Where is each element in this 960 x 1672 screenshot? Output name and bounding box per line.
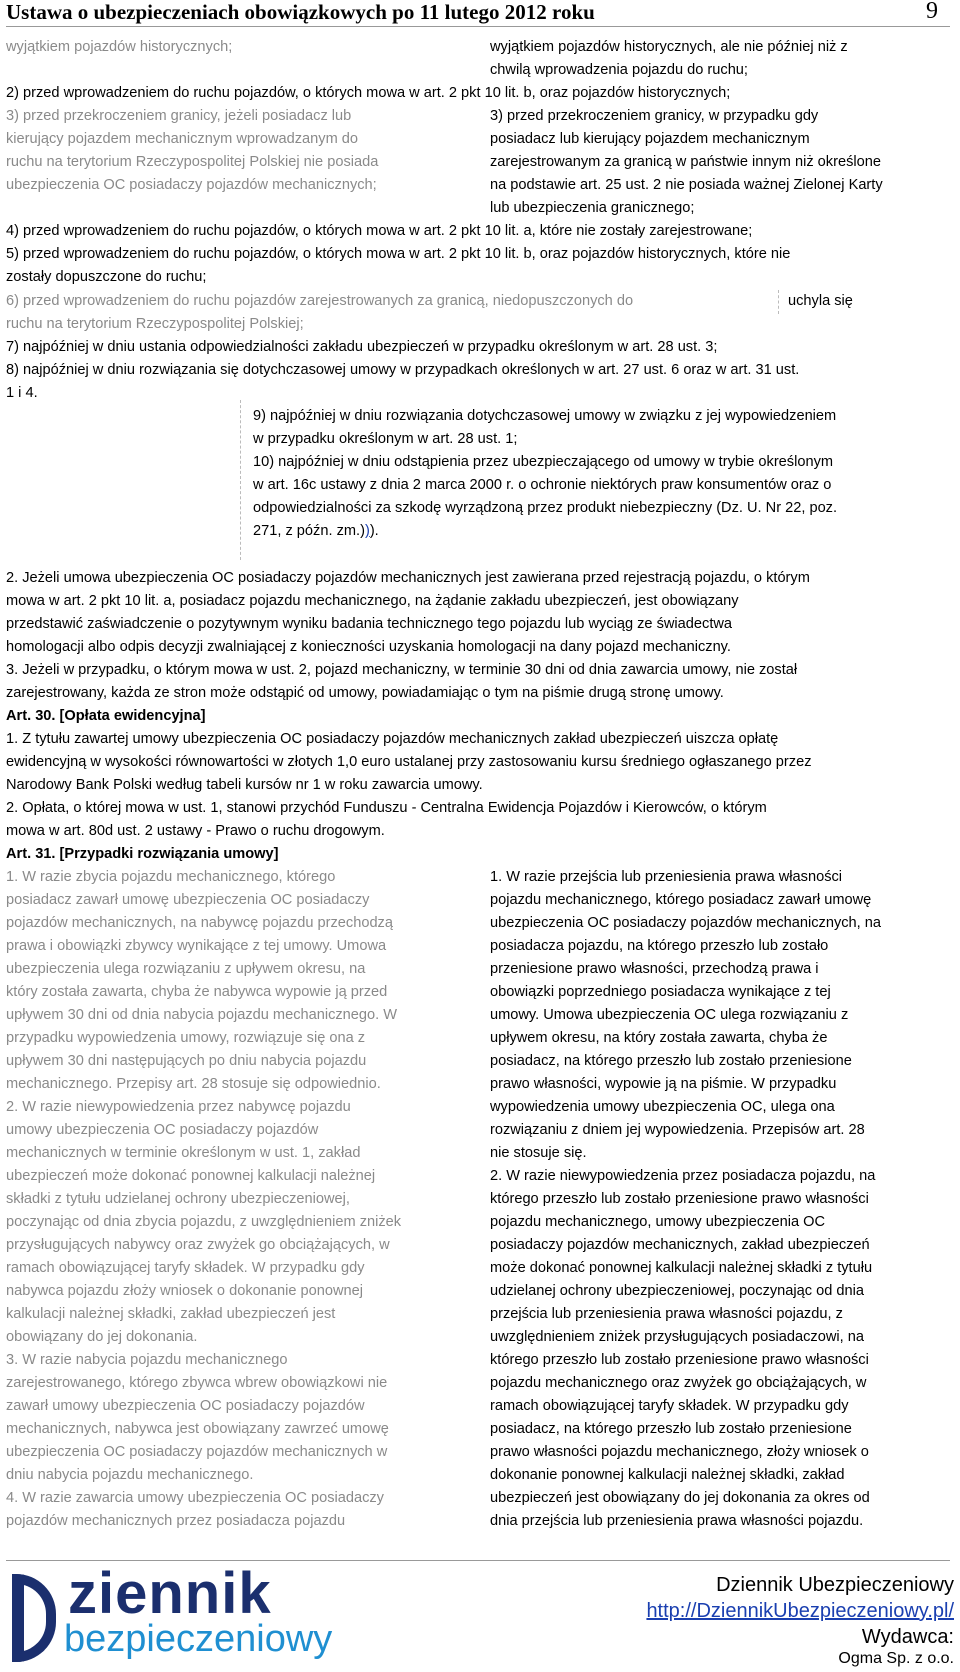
new-text-line: przeniesione prawo własności, przechodzą prawa i (490, 961, 819, 977)
old-text-line: ubezpieczenia OC posiadaczy pojazdów mechanicznych w (6, 1444, 388, 1460)
change-marker (778, 290, 779, 314)
paragraph-line: przedstawić zaświadczenie o pozytywnym wyniku badania technicznego tego pojazdu lub wyciąg ze świadectwa (6, 616, 733, 632)
item-5-line: zostały dopuszczone do ruchu; (6, 269, 207, 285)
logo-wordmark-bottom: bezpieczeniowy (64, 1618, 333, 1660)
item-6-line: 6) przed wprowadzeniem do ruchu pojazdów zarejestrowanych za granicą, niedopuszczonych do (6, 293, 634, 309)
old-text-line: przypadku wypowiedzenia umowy, rozwiązuje się ona z (6, 1030, 366, 1046)
item-5-line: 5) przed wprowadzeniem do ruchu pojazdów, o których mowa w art. 2 pkt 10 lit. b, oraz pojazdów historycznych, które nie (6, 246, 791, 262)
paragraph-line: 1. Z tytułu zawartej umowy ubezpieczenia OC posiadaczy pojazdów mechanicznych zakład ubezpieczeń uiszcza opłatę (6, 731, 779, 747)
old-text-line: pojazdów mechanicznych, na nabywcę pojazdu przechodzą (6, 915, 393, 931)
old-text-line: upływem 30 dni od dnia nabycia pojazdu mechanicznego. W (6, 1007, 398, 1023)
item-9-10-line: 10) najpóźniej w dniu odstąpienia przez ubezpieczającego od umowy w trybie określonym (253, 454, 834, 470)
right-item-3-line: 3) przed przekroczeniem granicy, w przypadku gdy (490, 108, 819, 124)
old-text-line: mechanicznych, nabywca jest obowiązany zawrzeć umowę (6, 1421, 389, 1437)
new-text-line: prawo własności pojazdu mechanicznego, złoży wniosek o (490, 1444, 869, 1460)
old-text-line: nabywca pojazdu złoży wniosek o dokonanie ponownej (6, 1283, 363, 1299)
old-text-line: 4. W razie zawarcia umowy ubezpieczenia OC posiadaczy (6, 1490, 384, 1506)
item-7: 7) najpóźniej w dniu ustania odpowiedzialności zakładu ubezpieczeń w przypadku określonym w art. 28 ust. 3; (6, 339, 718, 355)
paragraph-line: 2. Jeżeli umowa ubezpieczenia OC posiadaczy pojazdów mechanicznych jest zawierana przed rejestracją pojazdu, o którym (6, 570, 810, 586)
right-item-3-line: na podstawie art. 25 ust. 2 nie posiada ważnej Zielonej Karty (490, 177, 883, 193)
page-number: 9 (926, 0, 938, 24)
footer-publication-name: Dziennik Ubezpieczeniowy (716, 1574, 954, 1596)
new-text-line: posiadaczy pojazdów mechanicznych, zakład ubezpieczeń (490, 1237, 870, 1253)
left-item-3-line: 3) przed przekroczeniem granicy, jeżeli posiadacz lub (6, 108, 352, 124)
paragraph-line: 3. Jeżeli w przypadku, o którym mowa w ust. 2, pojazd mechaniczny, w terminie 30 dni od dnia zawarcia umowy, nie został (6, 662, 798, 678)
change-marker (240, 400, 241, 560)
new-text-line: pojazdu mechanicznego, umowy ubezpieczenia OC (490, 1214, 826, 1230)
old-text-line: dniu nabycia pojazdu mechanicznego. (6, 1467, 254, 1483)
old-text-line: obowiązany do jej dokonania. (6, 1329, 198, 1345)
old-text-line: który została zawarta, chyba że nabywca wypowie ją przed (6, 984, 388, 1000)
right-fragment-line: chwilą wprowadzenia pojazdu do ruchu; (490, 62, 748, 78)
old-text-line: poczynając od dnia zbycia pojazdu, z uwzględnieniem zniżek (6, 1214, 402, 1230)
new-text-line: dokonanie ponownej kalkulacji należnej składki, zakład (490, 1467, 845, 1483)
item-4: 4) przed wprowadzeniem do ruchu pojazdów, o których mowa w art. 2 pkt 10 lit. a, które nie zostały zarejestrowane; (6, 223, 753, 239)
new-text-line: przejścia lub przeniesienia prawa własności pojazdu, z (490, 1306, 843, 1322)
new-text-line: 1. W razie przejścia lub przeniesienia prawa własności (490, 869, 843, 885)
left-item-3-line: ubezpieczenia OC posiadaczy pojazdów mechanicznych; (6, 177, 377, 193)
old-text-line: mechanicznego. Przepisy art. 28 stosuje się odpowiednio. (6, 1076, 381, 1092)
new-text-line: upływem okresu, na który została zawarta, chyba że (490, 1030, 828, 1046)
new-text-line: pojazdu mechanicznego, którego posiadacz zawarł umowę (490, 892, 872, 908)
new-text-line: posiadacz, na którego przeszło lub zostało przeniesione (490, 1053, 852, 1069)
old-text-line: mechanicznych w terminie określonym w ust. 1, zakład (6, 1145, 361, 1161)
left-item-3-line: kierujący pojazdem mechanicznym wprowadzanym do (6, 131, 359, 147)
page-header (6, 0, 950, 27)
old-text-line: 2. W razie niewypowiedzenia przez nabywcę pojazdu (6, 1099, 351, 1115)
new-text-line: dnia przejścia lub przeniesienia prawa własności pojazdu. (490, 1513, 864, 1529)
article-31-heading: Art. 31. [Przypadki rozwiązania umowy] (6, 846, 279, 862)
old-text-line: 1. W razie zbycia pojazdu mechanicznego, którego (6, 869, 336, 885)
footer-publisher-label: Wydawca: (861, 1626, 954, 1648)
old-text-line: posiadacz zawarł umowę ubezpieczenia OC posiadaczy (6, 892, 370, 908)
new-text-line: obowiązki poprzedniego posiadacza wynikające z tej (490, 984, 831, 1000)
item-9-10-line: odpowiedzialności za szkodę wyrządzoną przez produkt niebezpieczny (Dz. U. Nr 22, poz. (253, 500, 838, 516)
new-text-line: ubezpieczeń jest obowiązany do jej dokonania za okres od (490, 1490, 870, 1506)
website-link[interactable]: http://DziennikUbezpieczeniowy.pl/ (646, 1600, 954, 1622)
old-text-line: umowy ubezpieczenia OC posiadaczy pojazdów (6, 1122, 319, 1138)
new-text-line: umowy. Umowa ubezpieczenia OC ulega rozwiązaniu z (490, 1007, 849, 1023)
paragraph-line: homologacji albo odpis decyzji zwalniającej z konieczności uzyskania homologacji na dany pojazd mechaniczny. (6, 639, 731, 655)
new-text-line: nie stosuje się. (490, 1145, 587, 1161)
repeal-note: uchyla się (788, 293, 853, 309)
paragraph-line: 2. Opłata, o której mowa w ust. 1, stanowi przychód Funduszu - Centralna Ewidencja Pojazdów i Kierowców, o którym (6, 800, 767, 816)
new-text-line: 2. W razie niewypowiedzenia przez posiadacza pojazdu, na (490, 1168, 876, 1184)
right-fragment-line: wyjątkiem pojazdów historycznych, ale nie później niż z (490, 39, 848, 55)
footer-website (646, 1600, 954, 1623)
new-text-line: którego przeszło lub zostało przeniesione prawo własności (490, 1352, 869, 1368)
article-30-heading: Art. 30. [Opłata ewidencyjna] (6, 708, 206, 724)
document-title: Ustawa o ubezpieczeniach obowiązkowych po 11 lutego 2012 roku (6, 0, 595, 24)
item-9-10-line: 271, z późn. zm.))). (253, 523, 379, 539)
dziennik-ubezpieczeniowy-logo (6, 1561, 366, 1668)
item-9-10-line: w przypadku określonym w art. 28 ust. 1; (253, 431, 518, 447)
footer-publisher: Ogma Sp. z o.o. (838, 1650, 954, 1667)
new-text-line: ubezpieczenia OC posiadaczy pojazdów mechanicznych, na (490, 915, 882, 931)
right-item-3-line: zarejestrowanym za granicą w państwie innym niż określone (490, 154, 881, 170)
paragraph-line: mowa w art. 2 pkt 10 lit. a, posiadacz pojazdu mechanicznego, na żądanie zakładu ubezpieczeń, jest obowiązany (6, 593, 739, 609)
old-text-line: pojazdów mechanicznych przez posiadacza pojazdu (6, 1513, 346, 1529)
old-text-line: kalkulacji należnej składki, zakład ubezpieczeń jest (6, 1306, 336, 1322)
new-text-line: może dokonać ponownej kalkulacji należnej składki z tytułu (490, 1260, 873, 1276)
item-9-10-line: 9) najpóźniej w dniu rozwiązania dotychczasowej umowy w związku z jej wypowiedzeniem (253, 408, 837, 424)
new-text-line: wypowiedzenia umowy ubezpieczenia OC, ulega ona (490, 1099, 835, 1115)
old-text-line: 3. W razie nabycia pojazdu mechanicznego (6, 1352, 288, 1368)
new-text-line: pojazdu mechanicznego oraz zwyżek go obciążających, w (490, 1375, 867, 1391)
left-fragment-line: wyjątkiem pojazdów historycznych; (6, 39, 233, 55)
item-2: 2) przed wprowadzeniem do ruchu pojazdów, o których mowa w art. 2 pkt 10 lit. b, oraz pojazdów historycznych; (6, 85, 731, 101)
old-text-line: zarejestrowanego, którego zbywca wbrew obowiązkowi nie (6, 1375, 388, 1391)
paragraph-line: Narodowy Bank Polski według tabeli kursów nr 1 w roku zawarcia umowy. (6, 777, 483, 793)
new-text-line: rozwiązaniu z dniem jej wypowiedzenia. Przepisów art. 28 (490, 1122, 865, 1138)
new-text-line: posiadacz, na którego przeszło lub zostało przeniesione (490, 1421, 852, 1437)
item-6-line: ruchu na terytorium Rzeczypospolitej Polskiej; (6, 316, 304, 332)
right-item-3-line: lub ubezpieczenia granicznego; (490, 200, 695, 216)
logo-d-mark (12, 1574, 56, 1662)
new-text-line: prawo własności, wypowie ją na piśmie. W przypadku (490, 1076, 837, 1092)
old-text-line: ubezpieczeń może dokonać ponownej kalkulacji należnej (6, 1168, 376, 1184)
old-text-line: składki z tytułu udzielanej ochrony ubezpieczeniowej, (6, 1191, 350, 1207)
old-text-line: upływem 30 dni następujących po dniu nabycia pojazdu (6, 1053, 367, 1069)
old-text-line: ramach obowiązującej taryfy składek. W przypadku gdy (6, 1260, 365, 1276)
left-item-3-line: ruchu na terytorium Rzeczypospolitej Polskiej nie posiada (6, 154, 379, 170)
new-text-line: udzielanej ochrony ubezpieczeniowej, poczynając od dnia (490, 1283, 865, 1299)
item-8-line: 1 i 4. (6, 385, 38, 401)
right-item-3-line: posiadacz lub kierujący pojazdem mechanicznym (490, 131, 810, 147)
new-text-line: którego przeszło lub zostało przeniesione prawo własności (490, 1191, 869, 1207)
paragraph-line: zarejestrowany, każda ze stron może odstąpić od umowy, powiadamiając o tym na piśmie drugą stronę umowy. (6, 685, 724, 701)
new-text-line: posiadacza pojazdu, na którego przeszło lub zostało (490, 938, 829, 954)
item-9-10-line: w art. 16c ustawy z dnia 2 marca 2000 r. o ochronie niektórych praw konsumentów oraz o (253, 477, 832, 493)
paragraph-line: ewidencyjną w wysokości równowartości w złotych 1,0 euro ustalanej przy zastosowaniu kursu średniego ogłaszanego przez (6, 754, 812, 770)
old-text-line: ubezpieczenia ulega rozwiązaniu z upływem okresu, na (6, 961, 366, 977)
new-text-line: ramach obowiązującej taryfy składek. W przypadku gdy (490, 1398, 849, 1414)
paragraph-line: mowa w art. 80d ust. 2 ustawy - Prawo o ruchu drogowym. (6, 823, 385, 839)
item-8-line: 8) najpóźniej w dniu rozwiązania się dotychczasowej umowy w przypadkach określonych w art. 27 ust. 6 oraz w art. 31 ust. (6, 362, 800, 378)
old-text-line: przysługujących nabywcy oraz zwyżek go obciążających, w (6, 1237, 390, 1253)
footnote-link[interactable]: ) (364, 523, 370, 539)
old-text-line: zawarł umowy ubezpieczenia OC posiadaczy pojazdów (6, 1398, 365, 1414)
new-text-line: uwzględnieniem zniżek przysługujących posiadaczowi, na (490, 1329, 864, 1345)
logo-wordmark-top: ziennik (68, 1561, 272, 1626)
old-text-line: prawa i obowiązki zbywcy wynikające z tej umowy. Umowa (6, 938, 387, 954)
